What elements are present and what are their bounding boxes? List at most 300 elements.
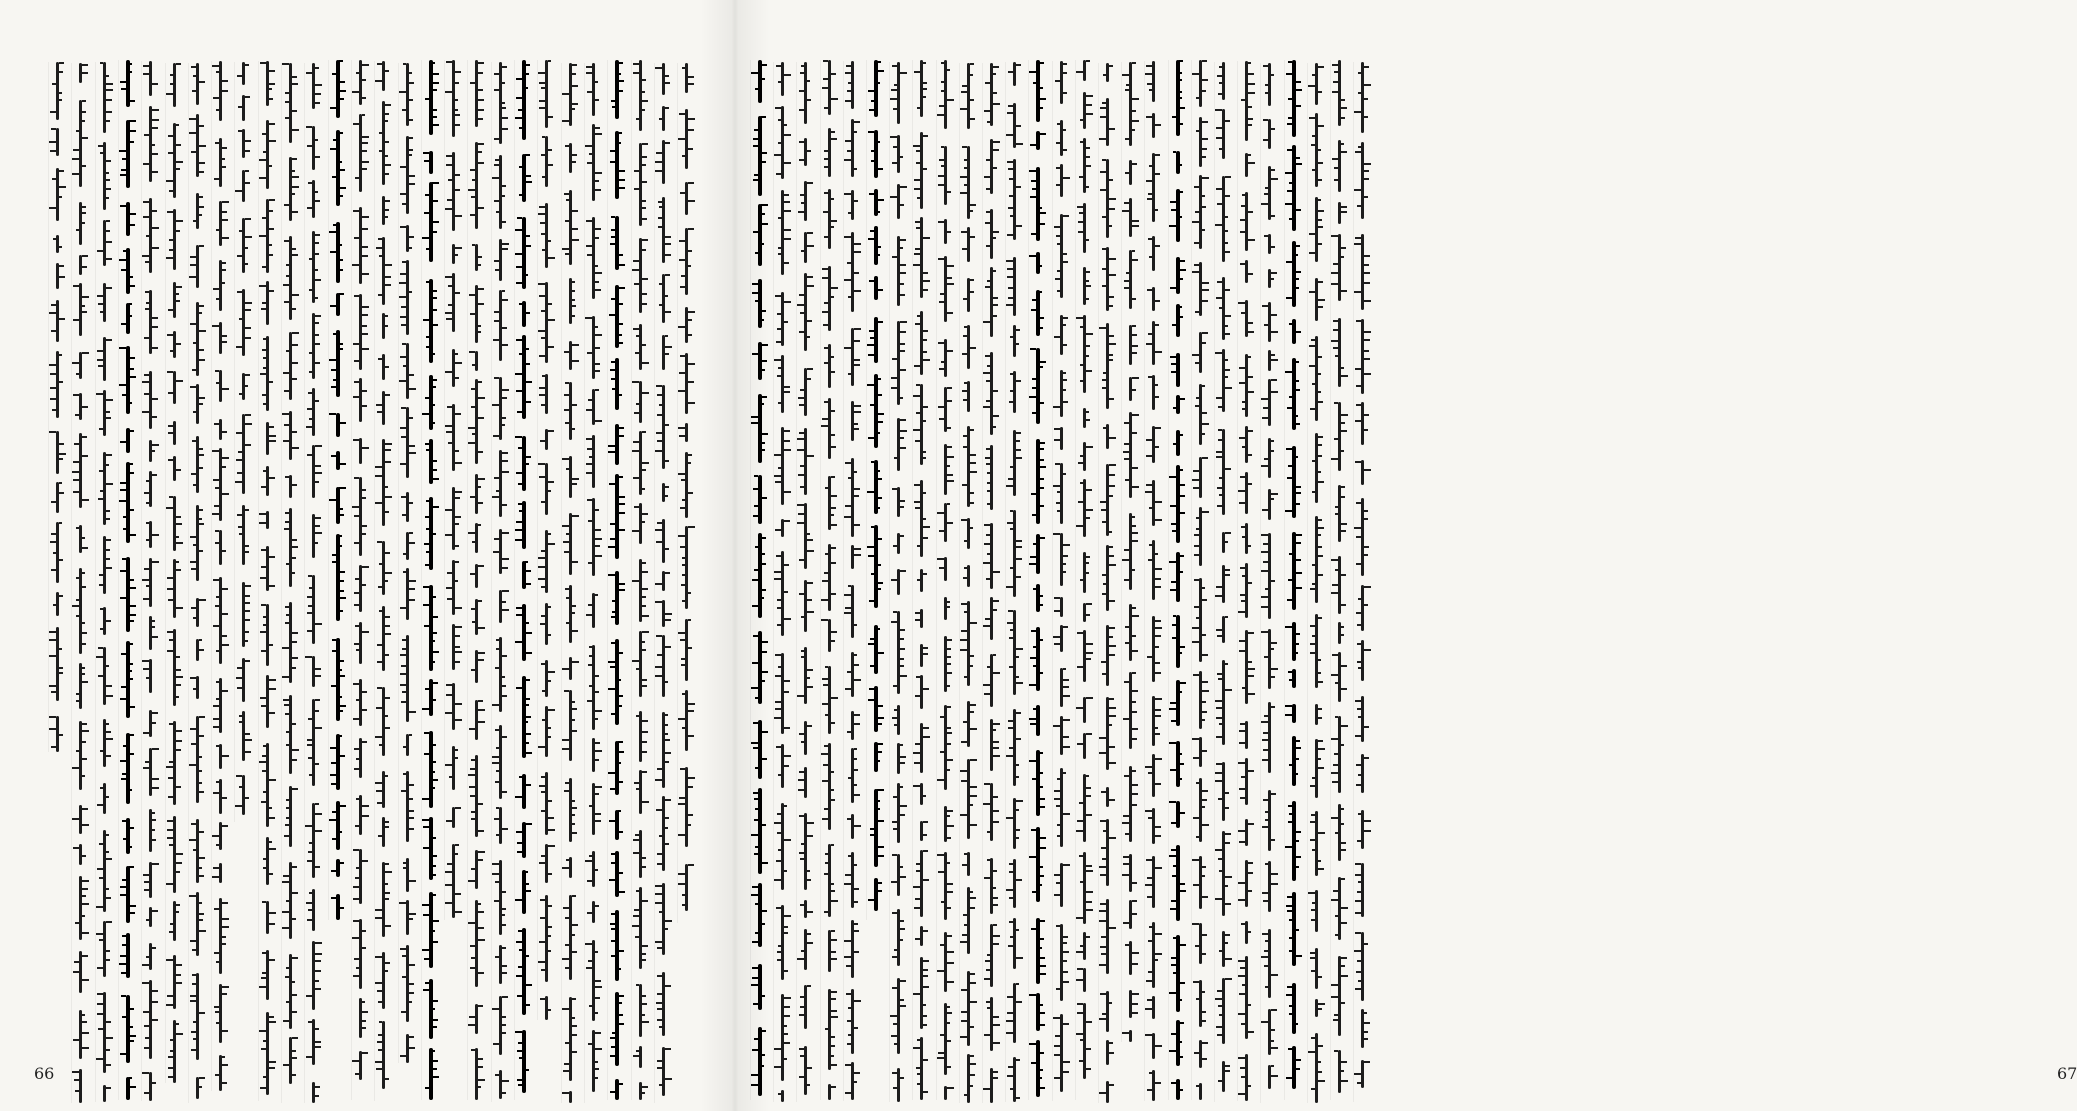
glyph-stroke xyxy=(1194,186,1199,188)
glyph-word xyxy=(967,565,970,587)
glyph-stroke xyxy=(665,236,671,238)
glyph-stroke xyxy=(1219,1014,1222,1016)
glyph-stroke xyxy=(784,926,788,928)
glyph-stroke xyxy=(642,431,646,433)
glyph-stroke xyxy=(262,394,266,396)
glyph-stroke xyxy=(152,398,158,400)
glyph-stroke xyxy=(1109,645,1116,647)
glyph-stroke xyxy=(681,584,685,586)
glyph-stroke xyxy=(1155,783,1161,785)
glyph-stroke xyxy=(892,65,897,67)
glyph-stroke xyxy=(106,851,109,853)
glyph-word xyxy=(1129,604,1132,661)
glyph-stroke xyxy=(82,120,85,122)
glyph-stroke xyxy=(1216,586,1222,588)
glyph-stroke xyxy=(401,324,406,326)
glyph-stroke xyxy=(282,927,289,929)
glyph-stroke xyxy=(269,98,273,100)
glyph-word xyxy=(429,1048,433,1100)
glyph-stroke xyxy=(432,404,435,406)
glyph-stroke xyxy=(399,91,406,93)
glyph-word xyxy=(1013,371,1016,413)
glyph-stroke xyxy=(586,967,592,969)
glyph-stroke xyxy=(292,572,295,574)
glyph-stroke xyxy=(947,277,952,279)
glyph-stroke xyxy=(492,762,499,764)
glyph-stroke xyxy=(831,296,834,298)
glyph-stroke xyxy=(822,418,828,420)
glyph-stroke xyxy=(432,744,436,746)
glyph-stroke xyxy=(541,337,545,339)
glyph-stroke xyxy=(263,745,266,747)
glyph-word xyxy=(359,438,362,464)
glyph-stroke xyxy=(774,1048,781,1050)
glyph-word xyxy=(382,952,385,1009)
glyph-stroke xyxy=(633,1055,639,1057)
glyph-stroke xyxy=(970,704,976,706)
glyph-stroke xyxy=(375,782,382,784)
glyph-stroke xyxy=(678,803,685,805)
glyph-stroke xyxy=(353,683,359,685)
glyph-stroke xyxy=(455,254,458,256)
glyph-stroke xyxy=(541,550,545,552)
glyph-stroke xyxy=(1132,690,1138,692)
glyph-stroke xyxy=(986,448,990,450)
glyph-stroke xyxy=(309,774,312,776)
glyph-stroke xyxy=(455,189,460,191)
glyph-stroke xyxy=(1016,186,1021,188)
glyph-stroke xyxy=(245,751,251,753)
glyph-stroke xyxy=(572,730,577,732)
glyph-stroke xyxy=(409,72,412,74)
glyph-stroke xyxy=(799,90,804,92)
glyph-stroke xyxy=(1056,988,1060,990)
glyph-stroke xyxy=(877,432,880,434)
glyph-stroke xyxy=(1054,428,1060,430)
glyph-word xyxy=(569,585,572,643)
glyph-stroke xyxy=(1080,1039,1083,1041)
glyph-stroke xyxy=(315,710,319,712)
glyph-stroke xyxy=(1202,121,1208,123)
glyph-stroke xyxy=(213,625,219,627)
glyph-stroke xyxy=(565,382,569,384)
glyph-stroke xyxy=(1029,71,1036,73)
glyph-stroke xyxy=(900,156,903,158)
glyph-stroke xyxy=(152,83,158,85)
glyph-stroke xyxy=(538,557,545,559)
glyph-stroke xyxy=(586,614,592,616)
glyph-stroke xyxy=(634,170,639,172)
glyph-stroke xyxy=(1225,942,1228,944)
glyph-stroke xyxy=(432,787,435,789)
glyph-stroke xyxy=(1039,98,1046,100)
glyph-word xyxy=(406,260,409,335)
glyph-word xyxy=(851,61,854,109)
glyph-stroke xyxy=(432,1008,435,1010)
glyph-stroke xyxy=(807,911,813,913)
glyph-stroke xyxy=(1099,327,1106,329)
glyph-stroke xyxy=(1039,505,1044,507)
glyph-stroke xyxy=(143,732,149,734)
glyph-stroke xyxy=(1054,610,1060,612)
glyph-stroke xyxy=(774,578,781,580)
glyph-stroke xyxy=(892,912,897,914)
glyph-stroke xyxy=(1248,239,1255,241)
glyph-stroke xyxy=(1216,736,1222,738)
glyph-stroke xyxy=(238,526,242,528)
glyph-stroke xyxy=(784,74,791,76)
glyph-stroke xyxy=(1010,390,1013,392)
glyph-stroke xyxy=(292,788,298,790)
glyph-stroke xyxy=(854,864,857,866)
glyph-stroke xyxy=(1007,1012,1013,1014)
glyph-stroke xyxy=(753,747,758,749)
glyph-stroke xyxy=(1132,110,1136,112)
glyph-stroke xyxy=(1149,165,1152,167)
glyph-stroke xyxy=(445,534,452,536)
glyph-stroke xyxy=(245,182,250,184)
glyph-stroke xyxy=(519,127,522,129)
glyph-stroke xyxy=(635,834,639,836)
glyph-stroke xyxy=(1216,297,1222,299)
glyph-stroke xyxy=(176,786,181,788)
glyph-stroke xyxy=(448,442,452,444)
glyph-stroke xyxy=(199,305,204,307)
glyph-stroke xyxy=(1196,528,1199,530)
glyph-stroke xyxy=(665,548,669,550)
glyph-word xyxy=(1013,709,1016,786)
glyph-stroke xyxy=(572,228,578,230)
glyph-stroke xyxy=(665,646,671,648)
glyph-stroke xyxy=(610,1037,615,1039)
glyph-stroke xyxy=(755,903,758,905)
glyph-stroke xyxy=(152,839,156,841)
glyph-stroke xyxy=(492,873,499,875)
glyph-word xyxy=(967,601,970,686)
glyph-stroke xyxy=(525,561,528,563)
glyph-stroke xyxy=(263,858,266,860)
glyph-stroke xyxy=(445,91,452,93)
glyph-word xyxy=(1036,252,1040,274)
glyph-stroke xyxy=(121,88,126,90)
glyph-stroke xyxy=(1155,646,1159,648)
glyph-stroke xyxy=(784,321,788,323)
glyph-stroke xyxy=(98,675,103,677)
glyph-stroke xyxy=(129,120,136,122)
glyph-stroke xyxy=(993,237,996,239)
glyph-stroke xyxy=(1225,216,1228,218)
glyph-stroke xyxy=(378,1034,382,1036)
glyph-stroke xyxy=(1086,936,1090,938)
glyph-stroke xyxy=(1169,561,1176,563)
glyph-stroke xyxy=(425,982,429,984)
glyph-stroke xyxy=(947,743,951,745)
glyph-stroke xyxy=(589,805,592,807)
glyph-stroke xyxy=(222,201,229,203)
glyph-stroke xyxy=(1179,434,1183,436)
glyph-stroke xyxy=(152,247,159,249)
glyph-stroke xyxy=(263,1076,266,1078)
glyph-stroke xyxy=(541,791,545,793)
glyph-word xyxy=(685,526,688,609)
glyph-stroke xyxy=(753,138,758,140)
glyph-stroke xyxy=(432,73,439,75)
glyph-stroke xyxy=(400,273,406,275)
glyph-stroke xyxy=(446,820,452,822)
glyph-stroke xyxy=(665,613,672,615)
glyph-stroke xyxy=(962,85,967,87)
glyph-stroke xyxy=(432,422,435,424)
glyph-stroke xyxy=(1039,265,1042,267)
glyph-stroke xyxy=(538,213,545,215)
glyph-stroke xyxy=(595,326,598,328)
glyph-stroke xyxy=(472,433,475,435)
glyph-stroke xyxy=(854,624,857,626)
glyph-stroke xyxy=(59,443,64,445)
glyph-stroke xyxy=(1248,322,1253,324)
glyph-stroke xyxy=(970,655,974,657)
glyph-stroke xyxy=(292,83,298,85)
glyph-stroke xyxy=(106,241,112,243)
glyph-word xyxy=(429,151,433,174)
glyph-stroke xyxy=(962,934,967,936)
glyph-stroke xyxy=(493,551,499,553)
glyph-stroke xyxy=(170,1050,173,1052)
glyph-stroke xyxy=(892,854,897,856)
glyph-stroke xyxy=(1008,71,1013,73)
glyph-stroke xyxy=(572,239,579,241)
glyph-stroke xyxy=(169,639,173,641)
glyph-word xyxy=(828,266,831,331)
glyph-stroke xyxy=(315,242,319,244)
glyph-stroke xyxy=(494,200,499,202)
glyph-stroke xyxy=(129,463,133,465)
glyph-stroke xyxy=(73,491,79,493)
glyph-word xyxy=(1245,153,1248,177)
glyph-stroke xyxy=(176,230,180,232)
glyph-stroke xyxy=(595,1068,599,1070)
glyph-stroke xyxy=(870,230,874,232)
glyph-stroke xyxy=(235,190,242,192)
glyph-stroke xyxy=(847,90,851,92)
glyph-stroke xyxy=(285,713,289,715)
glyph-stroke xyxy=(1006,755,1013,757)
glyph-stroke xyxy=(1155,715,1161,717)
glyph-stroke xyxy=(82,305,85,307)
glyph-stroke xyxy=(385,863,389,865)
glyph-stroke xyxy=(993,943,999,945)
glyph-stroke xyxy=(798,474,804,476)
glyph-stroke xyxy=(362,161,369,163)
glyph-stroke xyxy=(494,900,499,902)
glyph-stroke xyxy=(176,380,183,382)
glyph-stroke xyxy=(877,846,884,848)
glyph-stroke xyxy=(1225,333,1230,335)
glyph-stroke xyxy=(146,677,149,679)
glyph-stroke xyxy=(59,595,63,597)
glyph-stroke xyxy=(1030,556,1036,558)
glyph-stroke xyxy=(993,66,999,68)
glyph-stroke xyxy=(353,396,359,398)
glyph-stroke xyxy=(1009,178,1013,180)
glyph-stroke xyxy=(82,296,89,298)
glyph-stroke xyxy=(642,218,647,220)
glyph-stroke xyxy=(1124,681,1129,683)
glyph-stroke xyxy=(822,311,828,313)
glyph-stroke xyxy=(900,762,905,764)
glyph-stroke xyxy=(960,639,967,641)
glyph-stroke xyxy=(1007,996,1013,998)
glyph-stroke xyxy=(409,247,412,249)
glyph-stroke xyxy=(611,378,615,380)
glyph-stroke xyxy=(424,160,429,162)
glyph-stroke xyxy=(332,639,336,641)
glyph-stroke xyxy=(784,124,787,126)
glyph-stroke xyxy=(356,72,359,74)
glyph-stroke xyxy=(1063,695,1070,697)
glyph-stroke xyxy=(1054,1045,1060,1047)
glyph-stroke xyxy=(1132,352,1137,354)
glyph-stroke xyxy=(470,768,475,770)
glyph-stroke xyxy=(1192,738,1199,740)
glyph-stroke xyxy=(665,82,670,84)
text-column xyxy=(866,60,883,920)
glyph-stroke xyxy=(890,136,897,138)
glyph-stroke xyxy=(144,568,149,570)
glyph-stroke xyxy=(1109,258,1116,260)
glyph-stroke xyxy=(354,748,359,750)
glyph-stroke xyxy=(755,932,758,934)
glyph-stroke xyxy=(269,585,275,587)
glyph-word xyxy=(173,421,176,445)
glyph-stroke xyxy=(1179,60,1183,62)
glyph-stroke xyxy=(176,982,182,984)
glyph-stroke xyxy=(869,109,874,111)
glyph-stroke xyxy=(339,195,343,197)
glyph-stroke xyxy=(642,1021,649,1023)
glyph-stroke xyxy=(923,420,926,422)
glyph-stroke xyxy=(937,558,944,560)
glyph-stroke xyxy=(970,786,977,788)
glyph-stroke xyxy=(400,193,406,195)
glyph-stroke xyxy=(385,120,388,122)
glyph-stroke xyxy=(519,194,522,196)
glyph-stroke xyxy=(595,81,598,83)
glyph-stroke xyxy=(518,109,522,111)
glyph-stroke xyxy=(612,388,615,390)
glyph-stroke xyxy=(1132,650,1138,652)
glyph-stroke xyxy=(176,740,182,742)
glyph-stroke xyxy=(761,910,767,912)
glyph-stroke xyxy=(1125,642,1129,644)
glyph-stroke xyxy=(1103,372,1106,374)
glyph-stroke xyxy=(385,925,391,927)
glyph-stroke xyxy=(409,183,415,185)
glyph-stroke xyxy=(847,818,851,820)
glyph-stroke xyxy=(146,585,149,587)
glyph-stroke xyxy=(984,176,990,178)
glyph-stroke xyxy=(1086,285,1091,287)
glyph-stroke xyxy=(215,1074,219,1076)
glyph-word xyxy=(897,321,900,405)
glyph-stroke xyxy=(1039,1087,1045,1089)
glyph-stroke xyxy=(402,514,406,516)
text-column xyxy=(561,63,578,1103)
glyph-stroke xyxy=(548,727,551,729)
glyph-stroke xyxy=(588,1043,592,1045)
glyph-stroke xyxy=(82,667,85,669)
glyph-stroke xyxy=(339,487,346,489)
glyph-word xyxy=(1060,164,1063,197)
glyph-stroke xyxy=(1076,525,1083,527)
glyph-stroke xyxy=(353,439,359,441)
glyph-stroke xyxy=(424,732,429,734)
glyph-stroke xyxy=(432,533,436,535)
glyph-word xyxy=(1060,768,1063,847)
glyph-stroke xyxy=(665,714,668,716)
glyph-stroke xyxy=(176,144,181,146)
glyph-stroke xyxy=(432,1076,439,1078)
glyph-stroke xyxy=(447,863,452,865)
glyph-word xyxy=(149,371,152,429)
glyph-stroke xyxy=(1248,118,1253,120)
glyph-stroke xyxy=(1179,398,1185,400)
glyph-stroke xyxy=(1196,130,1199,132)
glyph-stroke xyxy=(831,410,835,412)
glyph-stroke xyxy=(212,876,219,878)
glyph-stroke xyxy=(176,862,182,864)
glyph-stroke xyxy=(72,173,79,175)
glyph-stroke xyxy=(315,1086,320,1088)
glyph-word xyxy=(406,858,409,892)
glyph-word xyxy=(126,995,130,1063)
glyph-stroke xyxy=(572,800,575,802)
glyph-stroke xyxy=(1086,1068,1091,1070)
glyph-stroke xyxy=(1248,483,1252,485)
glyph-stroke xyxy=(106,665,109,667)
glyph-stroke xyxy=(1102,248,1106,250)
glyph-stroke xyxy=(900,447,906,449)
glyph-word xyxy=(242,505,245,565)
glyph-stroke xyxy=(515,253,522,255)
glyph-stroke xyxy=(525,570,531,572)
glyph-stroke xyxy=(1010,373,1013,375)
glyph-stroke xyxy=(761,161,766,163)
glyph-word xyxy=(312,941,315,1010)
glyph-stroke xyxy=(1010,567,1013,569)
glyph-stroke xyxy=(565,145,569,147)
glyph-stroke xyxy=(947,825,954,827)
glyph-stroke xyxy=(941,165,944,167)
glyph-stroke xyxy=(1225,792,1229,794)
glyph-stroke xyxy=(222,166,226,168)
glyph-stroke xyxy=(353,975,359,977)
glyph-stroke xyxy=(339,580,344,582)
glyph-stroke xyxy=(983,625,990,627)
glyph-stroke xyxy=(939,368,944,370)
glyph-stroke xyxy=(445,712,452,714)
glyph-stroke xyxy=(375,502,382,504)
glyph-word xyxy=(897,135,900,173)
glyph-stroke xyxy=(315,400,319,402)
glyph-stroke xyxy=(595,905,599,907)
glyph-stroke xyxy=(947,465,950,467)
glyph-stroke xyxy=(284,204,289,206)
glyph-stroke xyxy=(315,93,321,95)
glyph-stroke xyxy=(539,476,545,478)
glyph-stroke xyxy=(540,222,545,224)
glyph-stroke xyxy=(239,786,242,788)
